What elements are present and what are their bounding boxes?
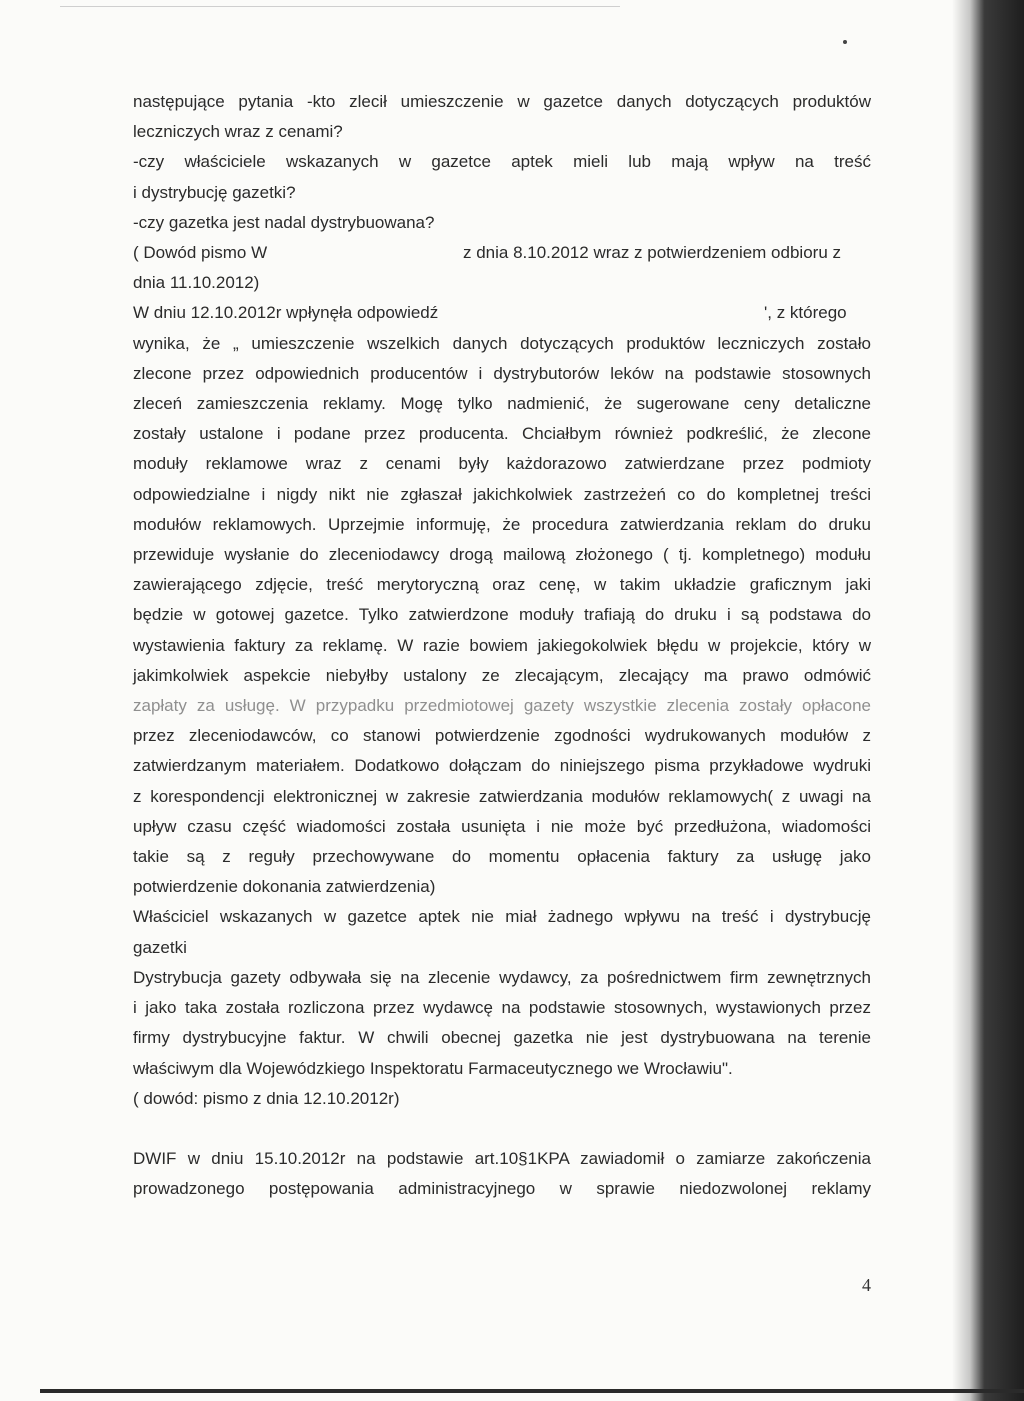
body-line: będzie w gotowej gazetce. Tylko zatwierdzone moduły trafiają do druku i są podstawa do [133,605,871,625]
body-line: modułów reklamowych. Uprzejmie informuję, że procedura zatwierdzania reklam do druku [133,514,871,534]
body-line: Właściciel wskazanych w gazetce aptek nie miał żadnego wpływu na treść i dystrybucję [133,907,871,927]
paragraph-gap [133,1114,871,1144]
body-line: gazetki [133,937,187,957]
body-line: przewiduje wysłanie do zleceniodawcy drogą mailową złożonego ( tj. kompletnego) modułu [133,545,871,565]
body-line-part: z dnia 8.10.2012 wraz z potwierdzeniem odbioru z [463,243,841,263]
body-line: moduły reklamowe wraz z cenami były każdorazowo zatwierdzane przez podmioty [133,454,871,474]
body-line: odpowiedzialne i nigdy nikt nie zgłaszał jakichkolwiek zastrzeżeń co do kompletnej treści [133,484,871,504]
body-line: zapłaty za usługę. W przypadku przedmiotowej gazety wszystkie zlecenia zostały opłacone [133,696,871,716]
scan-speck [843,40,847,44]
body-line: przez zleceniodawców, co stanowi potwierdzenie zgodności wydrukowanych modułów z [133,726,871,746]
body-line: firmy dystrybucyjne faktur. W chwili obecnej gazetka nie jest dystrybuowana na terenie [133,1028,871,1048]
body-line: dnia 11.10.2012) [133,273,260,293]
scan-edge-shadow [952,0,1024,1401]
body-line: zleceń zamieszczenia reklamy. Mogę tylko nadmienić, że sugerowane ceny detaliczne [133,394,871,414]
body-line: DWIF w dniu 15.10.2012r na podstawie art.10§1KPA zawiadomił o zamiarze zakończenia [133,1148,871,1168]
body-line-split [133,298,871,328]
body-line: wynika, że „ umieszczenie wszelkich danych dotyczących produktów leczniczych zostało [133,333,871,353]
body-line: -czy właściciele wskazanych w gazetce aptek mieli lub mają wpływ na treść [133,152,871,172]
body-line: upływ czasu część wiadomości została usunięta i nie może być przedłużona, wiadomości [133,816,871,836]
scan-top-edge [60,6,620,7]
document-body [133,87,871,1204]
body-line: takie są z reguły przechowywane do momentu opłacenia faktury za usługę jako [133,847,871,867]
body-line-part: ', z którego [764,303,847,323]
body-line-part: ( Dowód pismo W [133,243,268,263]
body-line: potwierdzenie dokonania zatwierdzenia) [133,877,436,897]
body-line-part: W dniu 12.10.2012r wpłynęła odpowiedź [133,303,439,323]
body-line: Dystrybucja gazety odbywała się na zlecenie wydawcy, za pośrednictwem firm zewnętrznych [133,967,871,987]
body-line: zostały ustalone i podane przez producenta. Chciałbym również podkreślić, że zlecone [133,424,871,444]
body-line: właściwym dla Wojewódzkiego Inspektoratu Farmaceutycznego we Wrocławiu". [133,1058,733,1078]
body-line: prowadzonego postępowania administracyjnego w sprawie niedozwolonej reklamy [133,1179,871,1199]
body-line: zawierającego zdjęcie, treść merytoryczną oraz cenę, w takim układzie graficznym jaki [133,575,871,595]
body-line: wystawienia faktury za reklamę. W razie bowiem jakiegokolwiek błędu w projekcie, który w [133,635,871,655]
body-line: i dystrybucję gazetki? [133,182,296,202]
body-line: jakimkolwiek aspekcie niebyłby ustalony ze zlecającym, zlecający ma prawo odmówić [133,665,871,685]
body-line: zatwierdzanym materiałem. Dodatkowo dołączam do niniejszego pisma przykładowe wydruki [133,756,871,776]
body-line: z korespondencji elektronicznej w zakresie zatwierdzania modułów reklamowych( z uwagi na [133,786,871,806]
body-line: następujące pytania -kto zlecił umieszczenie w gazetce danych dotyczących produktów [133,92,871,111]
page-number: 4 [862,1275,871,1295]
body-line-split [133,238,871,268]
body-line: zlecone przez odpowiednich producentów i dystrybutorów leków na podstawie stosownych [133,363,871,383]
body-line: leczniczych wraz z cenami? [133,122,343,142]
body-line: i jako taka została rozliczona przez wydawcę na podstawie stosownych, wystawionych przez [133,998,871,1018]
body-line: ( dowód: pismo z dnia 12.10.2012r) [133,1088,400,1108]
body-line: -czy gazetka jest nadal dystrybuowana? [133,212,435,232]
scan-bottom-edge [40,1389,1024,1393]
